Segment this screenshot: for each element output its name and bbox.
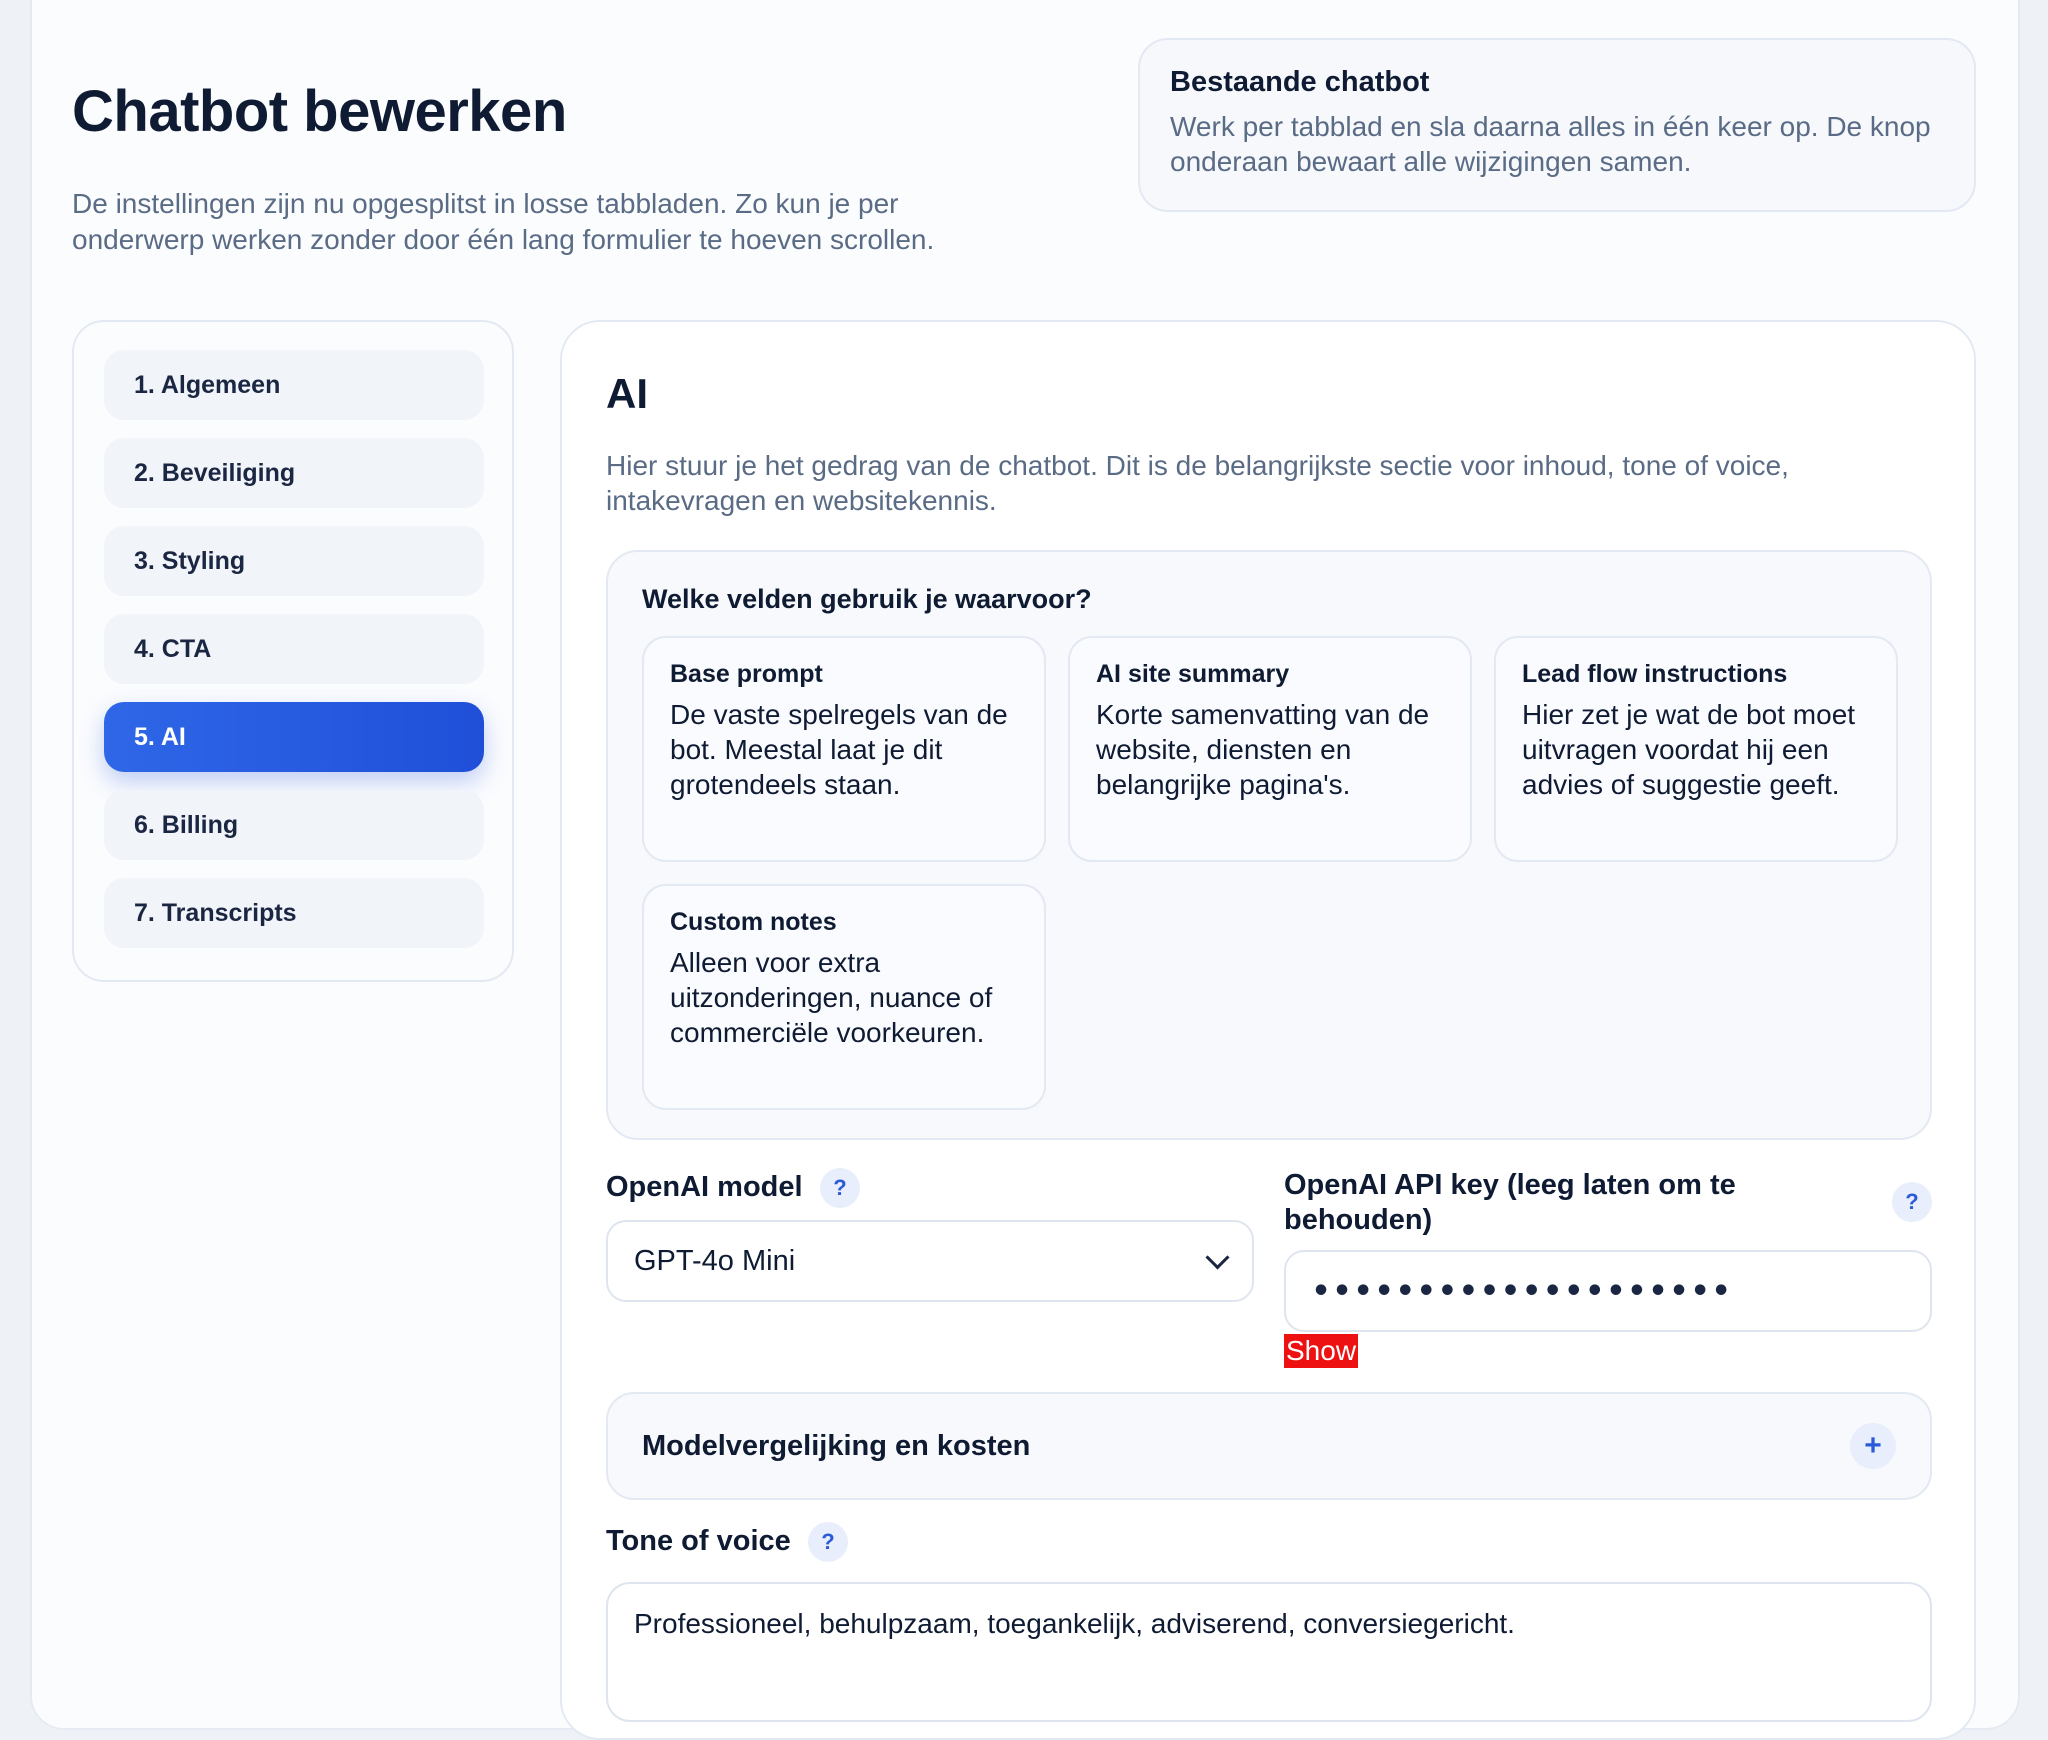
tab-transcripts[interactable]: 7. Transcripts (104, 878, 484, 948)
tab-ai[interactable]: 5. AI (104, 702, 484, 772)
field-card-custom-notes (642, 884, 1046, 1110)
info-text: Werk per tabblad en sla daarna alles in één keer op. De knop onderaan bewaart alle wijzigingen samen. (1170, 111, 1931, 177)
section-intro: Hier stuur je het gedrag van de chatbot. Dit is de belangrijkste sectie voor inhoud, tone of voice, intakevragen en websitekennis. (606, 450, 1789, 516)
field-card-text: Hier zet je wat de bot moet uitvragen voordat hij een advies of suggestie geeft. (1522, 699, 1856, 800)
section-title: AI (606, 370, 648, 417)
openai-model-select[interactable] (606, 1220, 1254, 1302)
ai-settings-panel (560, 320, 1976, 1740)
tone-of-voice-label: Tone of voice (606, 1525, 791, 1557)
field-card-title: Lead flow instructions (1522, 660, 1788, 688)
question-mark-icon[interactable]: ? (820, 1168, 860, 1208)
show-api-key-button[interactable]: Show (1286, 1335, 1357, 1366)
field-card-title: Base prompt (670, 660, 823, 688)
openai-model-value: GPT-4o Mini (634, 1244, 796, 1277)
accordion-title: Modelvergelijking en kosten (642, 1429, 1031, 1462)
tab-billing[interactable]: 6. Billing (104, 790, 484, 860)
field-card-text: Korte samenvatting van de website, diensten en belangrijke pagina's. (1096, 699, 1430, 800)
openai-model-label: OpenAI model (606, 1171, 803, 1203)
field-card-base-prompt (642, 636, 1046, 862)
tone-of-voice-textarea[interactable]: Professioneel, behulpzaam, toegankelijk, adviserend, conversiegericht. (606, 1582, 1932, 1722)
existing-chatbot-info (1138, 38, 1976, 212)
tab-cta[interactable]: 4. CTA (104, 614, 484, 684)
info-title: Bestaande chatbot (1170, 66, 1430, 98)
field-card-text: De vaste spelregels van de bot. Meestal laat je dit grotendeels staan. (670, 699, 1008, 800)
page-title: Chatbot bewerken (72, 79, 567, 144)
settings-sidebar (72, 320, 514, 982)
tab-beveiliging[interactable]: 2. Beveiliging (104, 438, 484, 508)
field-card-title: Custom notes (670, 908, 837, 936)
question-mark-icon[interactable]: ? (1892, 1182, 1932, 1222)
tab-algemeen[interactable]: 1. Algemeen (104, 350, 484, 420)
plus-icon[interactable]: + (1850, 1423, 1896, 1469)
page-intro: De instellingen zijn nu opgesplitst in losse tabbladen. Zo kun je per onderwerp werken zonder door één lang formulier te hoeven scrollen. (72, 188, 935, 255)
openai-api-key-label: OpenAI API key (leeg laten om te behouden) (1284, 1169, 1736, 1236)
field-card-text: Alleen voor extra uitzonderingen, nuance of commerciële voorkeuren. (670, 947, 993, 1048)
tab-styling[interactable]: 3. Styling (104, 526, 484, 596)
fields-help-box (606, 550, 1932, 1140)
field-card-title: AI site summary (1096, 660, 1290, 688)
fields-help-title: Welke velden gebruik je waarvoor? (642, 584, 1092, 614)
question-mark-icon[interactable]: ? (808, 1522, 848, 1562)
chevron-down-icon (1205, 1245, 1229, 1269)
field-card-ai-site-summary (1068, 636, 1472, 862)
field-card-lead-flow-instructions (1494, 636, 1898, 862)
model-comparison-accordion[interactable] (606, 1392, 1932, 1500)
openai-api-key-input[interactable]: •••••••••••••••••••• (1284, 1250, 1932, 1332)
